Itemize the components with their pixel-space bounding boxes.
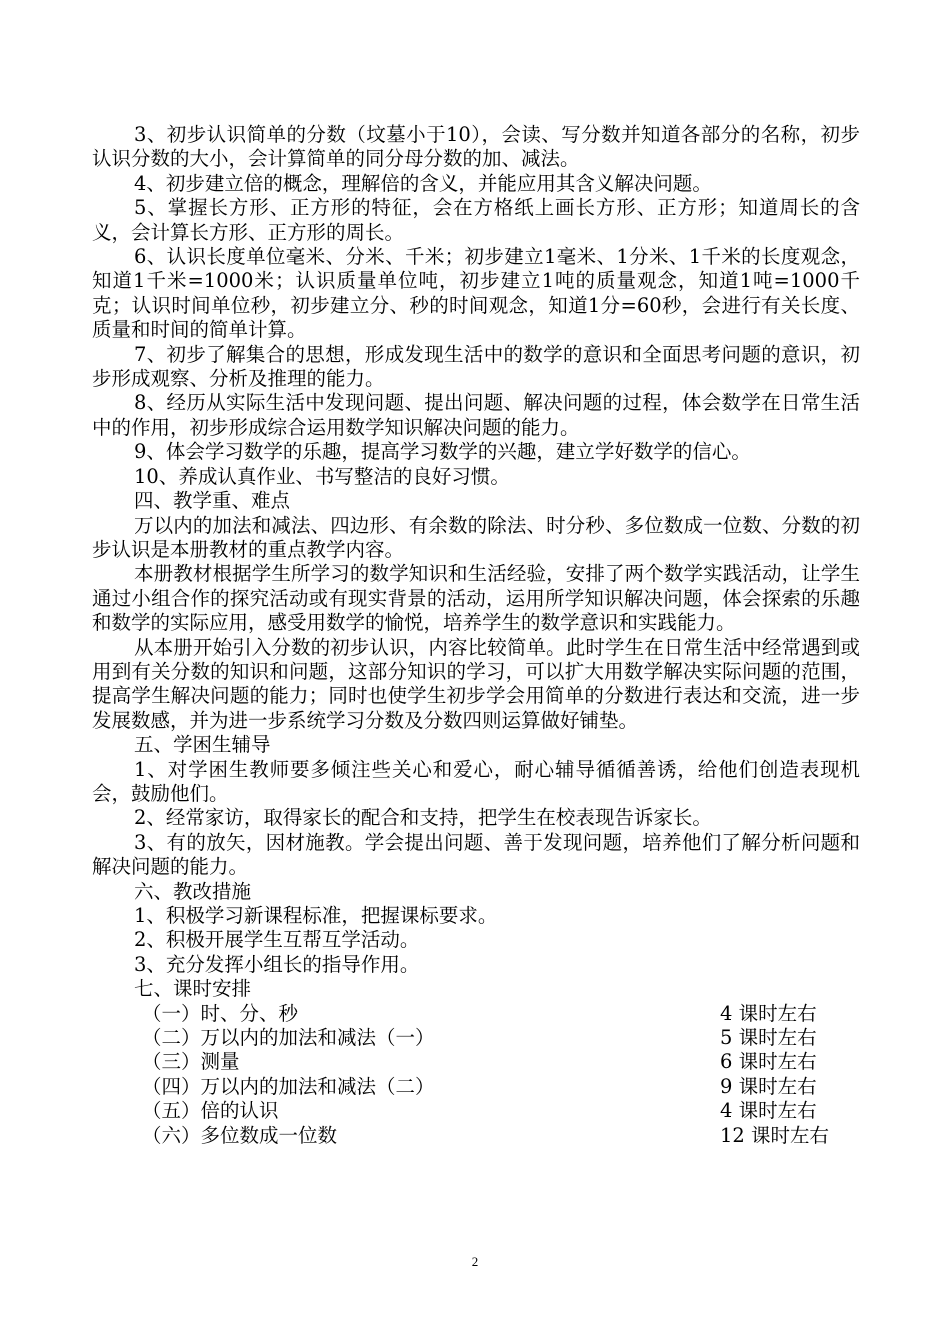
paragraph-goal-6: 6、认识长度单位毫米、分米、千米；初步建立1毫米、1分米、1千米的长度观念，知道1千米=1000米；认识质量单位吨，初步建立1吨的质量观念，知道1吨=1000千克；认识时间单位秒，初步建立分、秒的时间观念，知道1分=60秒，会进行有关长度、质量和时间的简单计算。 (92, 245, 860, 342)
schedule-row (92, 1075, 860, 1099)
paragraph-reform-2: 2、积极开展学生互帮互学活动。 (134, 928, 420, 952)
schedule-unit-name: （六）多位数成一位数 (142, 1123, 338, 1147)
paragraph-key-content: 万以内的加法和减法、四边形、有余数的除法、时分秒、多位数成一位数、分数的初步认识是本册教材的重点教学内容。 (92, 513, 860, 561)
schedule-row (92, 1099, 860, 1123)
document-body (92, 123, 860, 1148)
paragraph-goal-9: 9、体会学习数学的乐趣，提高学习数学的兴趣，建立学好数学的信心。 (134, 440, 751, 464)
schedule-row (92, 1050, 860, 1074)
paragraph-goal-5: 5、掌握长方形、正方形的特征，会在方格纸上画长方形、正方形；知道周长的含义，会计算长方形、正方形的周长。 (92, 196, 860, 244)
schedule-unit-hours: 4 课时左右 (720, 1099, 817, 1123)
section-heading-key-points: 四、教学重、难点 (134, 489, 291, 513)
section-heading-schedule: 七、课时安排 (134, 977, 252, 1001)
schedule-unit-name: （五）倍的认识 (142, 1099, 279, 1123)
paragraph-goal-8: 8、经历从实际生活中发现问题、提出问题、解决问题的过程，体会数学在日常生活中的作用，初步形成综合运用数学知识解决问题的能力。 (92, 391, 860, 439)
section-heading-reform: 六、教改措施 (134, 879, 252, 903)
schedule-unit-hours: 6 课时左右 (720, 1050, 817, 1074)
schedule-unit-name: （一）时、分、秒 (142, 1001, 299, 1025)
paragraph-goal-10: 10、养成认真作业、书写整洁的良好习惯。 (134, 464, 510, 488)
paragraph-reform-1: 1、积极学习新课程标准，把握课标要求。 (134, 904, 498, 927)
paragraph-goal-3: 3、初步认识简单的分数（坟墓小于10），会读、写分数并知道各部分的名称，初步认识分数的大小，会计算简单的同分母分数的加、减法。 (92, 123, 860, 171)
schedule-row (92, 1124, 860, 1148)
paragraph-goal-4: 4、初步建立倍的概念，理解倍的含义，并能应用其含义解决问题。 (134, 171, 712, 195)
schedule-unit-hours: 4 课时左右 (720, 1001, 817, 1025)
schedule-unit-hours: 12 课时左右 (720, 1123, 830, 1147)
schedule-list (92, 1002, 860, 1148)
paragraph-tutoring-1: 1、对学困生教师要多倾注些关心和爱心，耐心辅导循循善诱，给他们创造表现机会，鼓励他们。 (92, 757, 860, 805)
paragraph-tutoring-2: 2、经常家访，取得家长的配合和支持，把学生在校表现告诉家长。 (134, 806, 712, 830)
paragraph-practice-activities: 本册教材根据学生所学习的数学知识和生活经验，安排了两个数学实践活动，让学生通过小组合作的探究活动或有现实背景的活动，运用所学知识解决问题，体会探索的乐趣和数学的实际应用，感受用数学的愉悦，培养学生的数学意识和实践能力。 (92, 562, 860, 635)
paragraph-reform-3: 3、充分发挥小组长的指导作用。 (134, 952, 420, 976)
schedule-unit-name: （二）万以内的加法和减法（一） (142, 1026, 435, 1050)
paragraph-goal-7: 7、初步了解集合的思想，形成发现生活中的数学的意识和全面思考问题的意识，初步形成观察、分析及推理的能力。 (92, 342, 860, 391)
page-number: 2 (471, 1254, 479, 1269)
schedule-unit-hours: 9 课时左右 (720, 1074, 817, 1098)
section-heading-tutoring: 五、学困生辅导 (134, 733, 271, 757)
paragraph-fractions-intro: 从本册开始引入分数的初步认识，内容比较简单。此时学生在日常生活中经常遇到或用到有关分数的知识和问题，这部分知识的学习，可以扩大用数学解决实际问题的范围，提高学生解决问题的能力；同时也使学生初步学会用简单的分数进行表达和交流，进一步发展数感，并为进一步系统学习分数及分数四则运算做好铺垫。 (92, 635, 860, 732)
schedule-unit-name: （四）万以内的加法和减法（二） (142, 1074, 435, 1098)
schedule-row (92, 1002, 860, 1026)
paragraph-tutoring-3: 3、有的放矢，因材施教。学会提出问题、善于发现问题，培养他们了解分析问题和解决问题的能力。 (92, 830, 860, 879)
schedule-unit-name: （三）测量 (142, 1050, 240, 1074)
schedule-row (92, 1026, 860, 1050)
schedule-unit-hours: 5 课时左右 (720, 1026, 817, 1050)
